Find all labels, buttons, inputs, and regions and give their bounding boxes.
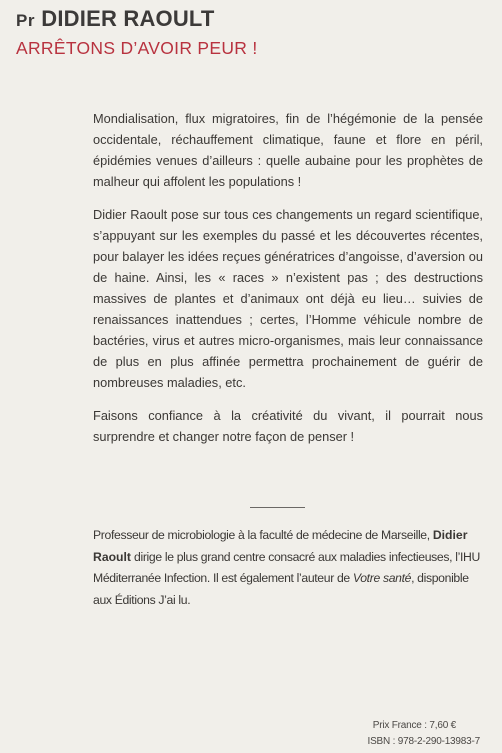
book-title: ARRÊTONS D’AVOIR PEUR ! — [16, 38, 258, 58]
back-cover-blurb — [93, 108, 483, 459]
blurb-paragraph: Faisons confiance à la créativité du vivant, il pourrait nous surprendre et changer notre façon de penser ! — [93, 408, 483, 444]
bio-book-reference: Votre santé — [352, 571, 412, 585]
price-label: Prix France : 7,60 € — [372, 720, 456, 731]
author-prefix: Pr — [16, 11, 35, 30]
author-surname: DIDIER RAOULT — [41, 6, 215, 31]
blurb-paragraph: Didier Raoult pose sur tous ces changements un regard scientifique, s’appuyant sur les exemples du passé et les découvertes récentes, pour balayer les idées reçues génératrices d’angoisse, d’aversion ou de haine. Ainsi, les « races » n’existent pas ; des destructions massives de plantes et d’animaux ont déjà eu lieu… suivies de renaissances inattendues ; certes, l’Homme véhicule nombre de bactéries, virus et autres micro-organismes, mais leur connaissance de plus en plus affinée permettra prochainement de guérir de nombreuses maladies, etc. — [93, 207, 483, 390]
bio-author-name: Didier Raoult — [93, 528, 468, 564]
bio-middle: dirige le plus grand centre consacré aux maladies infectieuses, l’IHU Méditerranée Infection. Il est également l’auteur de — [93, 549, 480, 585]
author-bio — [93, 525, 481, 611]
divider — [250, 507, 305, 508]
blurb-paragraph: Mondialisation, flux migratoires, fin de l’hégémonie de la pensée occidentale, réchauffement climatique, faune et flore en péril, épidémies venues d’ailleurs : quelle aubaine pour les prophètes de malheur qui affolent les populations ! — [93, 111, 483, 189]
bio-end: , disponible aux Éditions J’ai lu. — [93, 571, 469, 607]
bio-intro: Professeur de microbiologie à la faculté de médecine de Marseille, — [93, 528, 430, 542]
author-name — [16, 6, 215, 32]
isbn-label: ISBN : 978-2-290-13983-7 — [367, 736, 480, 747]
